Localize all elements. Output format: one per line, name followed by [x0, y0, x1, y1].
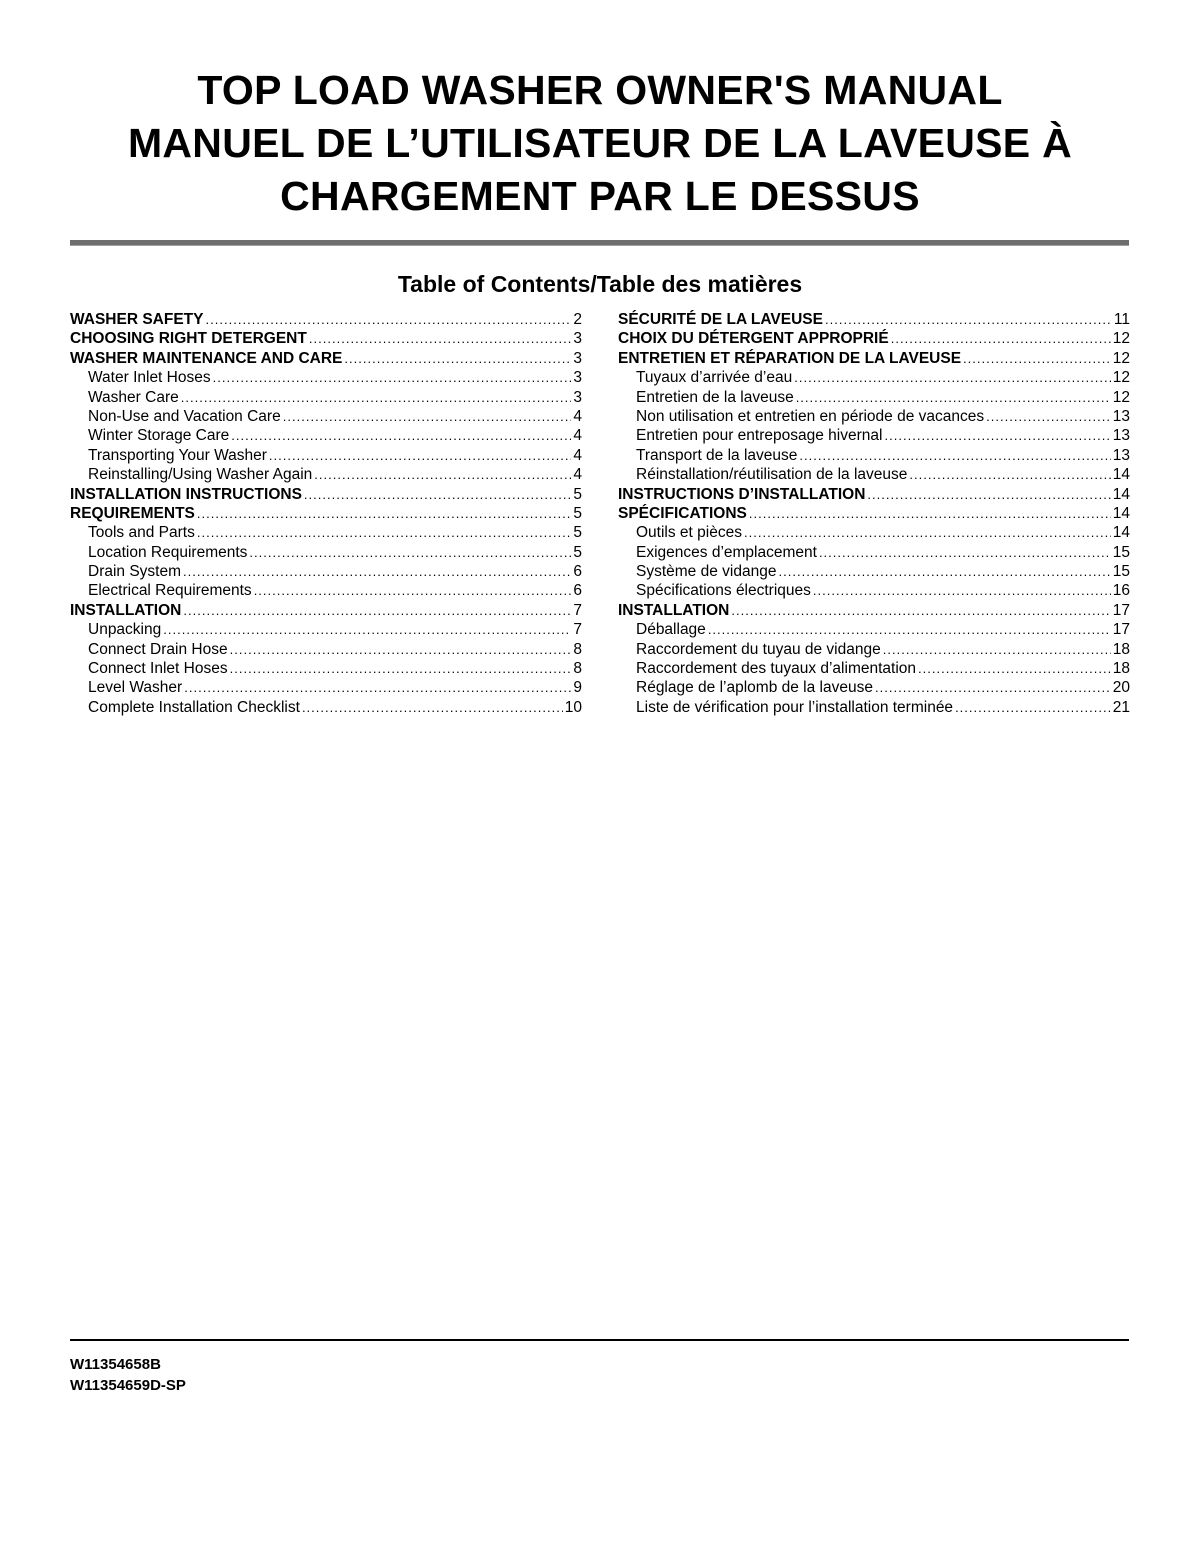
toc-entry[interactable]: [70, 581, 582, 600]
toc-entry-label: Connect Drain Hose: [88, 640, 228, 658]
dot-leader: [197, 523, 572, 542]
toc-entry-page: 16: [1112, 582, 1130, 600]
dot-leader: [254, 581, 572, 600]
dot-leader: [955, 698, 1111, 717]
toc-entry-label: Reinstalling/Using Washer Again: [88, 466, 313, 484]
dot-leader: [731, 601, 1110, 620]
toc-entry-label: ENTRETIEN ET RÉPARATION DE LA LAVEUSE: [618, 349, 962, 367]
part-numbers: [70, 1354, 186, 1396]
dot-leader: [744, 523, 1111, 542]
toc-entry[interactable]: [618, 620, 1130, 639]
toc-entry-page: 18: [1112, 640, 1130, 658]
dot-leader: [181, 388, 572, 407]
toc-entry-page: 5: [573, 524, 582, 542]
toc-entry[interactable]: [618, 562, 1130, 581]
toc-entry[interactable]: [70, 485, 582, 504]
toc-entry[interactable]: [70, 349, 582, 368]
toc-entry-label: CHOOSING RIGHT DETERGENT: [70, 330, 307, 348]
toc-entry-label: Non-Use and Vacation Care: [88, 407, 281, 425]
dot-leader: [283, 407, 572, 426]
toc-entry[interactable]: [618, 504, 1130, 523]
dot-leader: [986, 407, 1111, 426]
dot-leader: [163, 620, 571, 639]
toc-entry[interactable]: [618, 426, 1130, 445]
toc-entry-label: REQUIREMENTS: [70, 504, 195, 522]
toc-entry-page: 14: [1112, 504, 1130, 522]
toc-entry[interactable]: [618, 659, 1130, 678]
dot-leader: [344, 349, 571, 368]
dot-leader: [183, 601, 571, 620]
toc-heading: Table of Contents/Table des matières: [397, 271, 803, 297]
toc-entry-label: Complete Installation Checklist: [88, 698, 300, 716]
toc-column-french: [618, 310, 1130, 717]
toc-entry[interactable]: [70, 388, 582, 407]
toc-entry[interactable]: [70, 368, 582, 387]
dot-leader: [197, 504, 572, 523]
toc-entry-page: 17: [1112, 621, 1130, 639]
toc-entry-label: Spécifications électriques: [636, 582, 811, 600]
toc-entry[interactable]: [618, 698, 1130, 717]
toc-entry-label: Electrical Requirements: [88, 582, 252, 600]
toc-entry[interactable]: [618, 640, 1130, 659]
toc-entry[interactable]: [618, 407, 1130, 426]
toc-entry-label: WASHER SAFETY: [70, 311, 204, 328]
dot-leader: [708, 620, 1111, 639]
toc-entry-label: Tuyaux d’arrivée d’eau: [636, 369, 793, 387]
toc-entry[interactable]: [70, 659, 582, 678]
dot-leader: [230, 640, 572, 659]
toc-entry-page: 5: [573, 543, 582, 561]
toc-entry[interactable]: [70, 446, 582, 465]
toc-entry[interactable]: [618, 388, 1130, 407]
toc-entry-page: 6: [573, 563, 582, 581]
toc-entry-page: 14: [1112, 524, 1130, 542]
toc-entry[interactable]: [70, 465, 582, 484]
toc-entry-page: 4: [573, 466, 582, 484]
toc-entry-label: Raccordement des tuyaux d’alimentation: [636, 660, 917, 678]
toc-entry-page: 3: [573, 369, 582, 387]
toc-entry-page: 13: [1112, 407, 1130, 425]
dot-leader: [794, 368, 1111, 387]
part-number-french: W11354659D-SP: [70, 1377, 186, 1394]
toc-entry[interactable]: [70, 620, 582, 639]
dot-leader: [875, 678, 1111, 697]
toc-entry-label: Winter Storage Care: [88, 427, 230, 445]
dot-leader: [799, 446, 1110, 465]
toc-entry-page: 4: [573, 427, 582, 445]
toc-entry-page: 2: [573, 311, 582, 328]
dot-leader: [302, 698, 563, 717]
toc-entry-page: 14: [1112, 485, 1130, 503]
dot-leader: [184, 678, 571, 697]
dot-leader: [891, 329, 1111, 348]
toc-entry[interactable]: [618, 465, 1130, 484]
toc-entry-label: Transport de la laveuse: [636, 446, 798, 464]
title-line-2: MANUEL DE L’UTILISATEUR DE LA LAVEUSE À: [127, 120, 1073, 166]
toc-entry-label: Unpacking: [88, 621, 162, 639]
toc-entry-page: 21: [1112, 698, 1130, 716]
toc-entry-label: Entretien de la laveuse: [636, 388, 794, 406]
toc-entry[interactable]: [70, 640, 582, 659]
toc-entry-label: Liste de vérification pour l’installation terminée: [636, 698, 954, 716]
toc-entry-label: INSTRUCTIONS D’INSTALLATION: [618, 485, 866, 503]
dot-leader: [884, 426, 1110, 445]
manual-title: [0, 64, 1200, 223]
dot-leader: [249, 543, 571, 562]
dot-leader: [314, 465, 571, 484]
toc-entry[interactable]: [618, 349, 1130, 368]
title-divider: [70, 240, 1129, 246]
toc-entry-page: 11: [1113, 311, 1130, 328]
toc-entry[interactable]: [618, 581, 1130, 600]
toc-entry[interactable]: [70, 426, 582, 445]
toc-entry-page: 17: [1112, 601, 1130, 619]
dot-leader: [205, 310, 571, 329]
toc-entry-label: INSTALLATION: [618, 601, 730, 619]
toc-entry-label: Washer Care: [88, 388, 179, 406]
toc-entry-label: Connect Inlet Hoses: [88, 660, 228, 678]
footer-divider: [70, 1339, 1129, 1341]
dot-leader: [796, 388, 1111, 407]
toc-entry-page: 14: [1112, 466, 1130, 484]
toc-entry-page: 3: [573, 349, 582, 367]
toc-entry[interactable]: [70, 678, 582, 697]
dot-leader: [909, 465, 1110, 484]
toc-entry-page: 12: [1112, 330, 1130, 348]
dot-leader: [749, 504, 1111, 523]
toc-entry-label: INSTALLATION INSTRUCTIONS: [70, 485, 302, 503]
toc-entry-label: CHOIX DU DÉTERGENT APPROPRIÉ: [618, 330, 889, 348]
title-line-1: TOP LOAD WASHER OWNER'S MANUAL: [197, 67, 1003, 113]
title-line-3: CHARGEMENT PAR LE DESSUS: [280, 173, 920, 219]
dot-leader: [867, 485, 1110, 504]
toc-entry-page: 15: [1112, 543, 1130, 561]
toc-entry-page: 20: [1112, 679, 1130, 697]
dot-leader: [304, 485, 571, 504]
toc-entry-page: 13: [1112, 446, 1130, 464]
toc-entry[interactable]: [70, 407, 582, 426]
dot-leader: [778, 562, 1110, 581]
toc-entry-page: 13: [1112, 427, 1130, 445]
toc-entry-page: 12: [1112, 388, 1130, 406]
toc-entry-label: Outils et pièces: [636, 524, 742, 542]
toc-entry-page: 4: [573, 407, 582, 425]
toc-entry-label: Tools and Parts: [88, 524, 195, 542]
toc-entry[interactable]: [618, 543, 1130, 562]
toc-entry[interactable]: [618, 601, 1130, 620]
toc-entry[interactable]: [70, 310, 582, 329]
dot-leader: [309, 329, 572, 348]
toc-entry-label: Réinstallation/réutilisation de la laveuse: [636, 466, 908, 484]
toc-entry-page: 3: [573, 388, 582, 406]
dot-leader: [231, 426, 571, 445]
part-number-english: W11354658B: [70, 1356, 161, 1373]
toc-entry-page: 15: [1112, 563, 1130, 581]
toc-entry-page: 7: [573, 621, 582, 639]
toc-entry[interactable]: [70, 601, 582, 620]
toc-entry-page: 6: [573, 582, 582, 600]
dot-leader: [269, 446, 571, 465]
dot-leader: [883, 640, 1111, 659]
toc-entry[interactable]: [618, 310, 1130, 329]
toc-entry[interactable]: [618, 446, 1130, 465]
toc-entry-page: 7: [573, 601, 582, 619]
toc-entry-label: Transporting Your Washer: [88, 446, 267, 464]
toc-entry-page: 9: [573, 679, 582, 697]
toc-entry[interactable]: [70, 562, 582, 581]
dot-leader: [918, 659, 1111, 678]
toc-entry-label: INSTALLATION: [70, 601, 182, 619]
toc-entry-label: Réglage de l’aplomb de la laveuse: [636, 679, 873, 697]
dot-leader: [825, 310, 1112, 329]
toc-entry-label: Water Inlet Hoses: [88, 369, 211, 387]
toc-entry[interactable]: [618, 523, 1130, 542]
toc-entry[interactable]: [70, 523, 582, 542]
dot-leader: [183, 562, 571, 581]
toc-entry[interactable]: [618, 368, 1130, 387]
toc-entry-page: 5: [573, 504, 582, 522]
toc-entry[interactable]: [618, 329, 1130, 348]
toc-entry-label: WASHER MAINTENANCE AND CARE: [70, 349, 343, 367]
toc-entry[interactable]: [70, 329, 582, 348]
toc-entry-label: Drain System: [88, 563, 182, 581]
toc-entry[interactable]: [70, 504, 582, 523]
toc-entry-page: 12: [1112, 349, 1130, 367]
toc-entry-label: Entretien pour entreposage hivernal: [636, 427, 883, 445]
toc-entry-page: 18: [1112, 660, 1130, 678]
dot-leader: [813, 581, 1111, 600]
toc-entry-label: Level Washer: [88, 679, 183, 697]
toc-entry-page: 4: [573, 446, 582, 464]
toc-entry[interactable]: [70, 698, 582, 717]
toc-column-english: [70, 310, 582, 717]
toc-entry[interactable]: [618, 485, 1130, 504]
toc-entry-label: Location Requirements: [88, 543, 248, 561]
dot-leader: [819, 543, 1111, 562]
toc-entry[interactable]: [70, 543, 582, 562]
toc-entry[interactable]: [618, 678, 1130, 697]
toc-entry-page: 8: [573, 660, 582, 678]
toc-entry-label: Système de vidange: [636, 563, 777, 581]
toc-entry-label: Déballage: [636, 621, 706, 639]
toc-entry-page: 5: [573, 485, 582, 503]
toc-entry-label: SÉCURITÉ DE LA LAVEUSE: [618, 311, 823, 328]
dot-leader: [230, 659, 572, 678]
toc-entry-label: Raccordement du tuyau de vidange: [636, 640, 881, 658]
toc-entry-label: Non utilisation et entretien en période de vacances: [636, 407, 985, 425]
toc-entry-page: 10: [564, 698, 582, 716]
toc-entry-label: Exigences d’emplacement: [636, 543, 817, 561]
toc-entry-page: 8: [573, 640, 582, 658]
dot-leader: [963, 349, 1111, 368]
toc-entry-label: SPÉCIFICATIONS: [618, 504, 747, 522]
toc-entry-page: 12: [1112, 369, 1130, 387]
dot-leader: [213, 368, 572, 387]
toc-entry-page: 3: [573, 330, 582, 348]
